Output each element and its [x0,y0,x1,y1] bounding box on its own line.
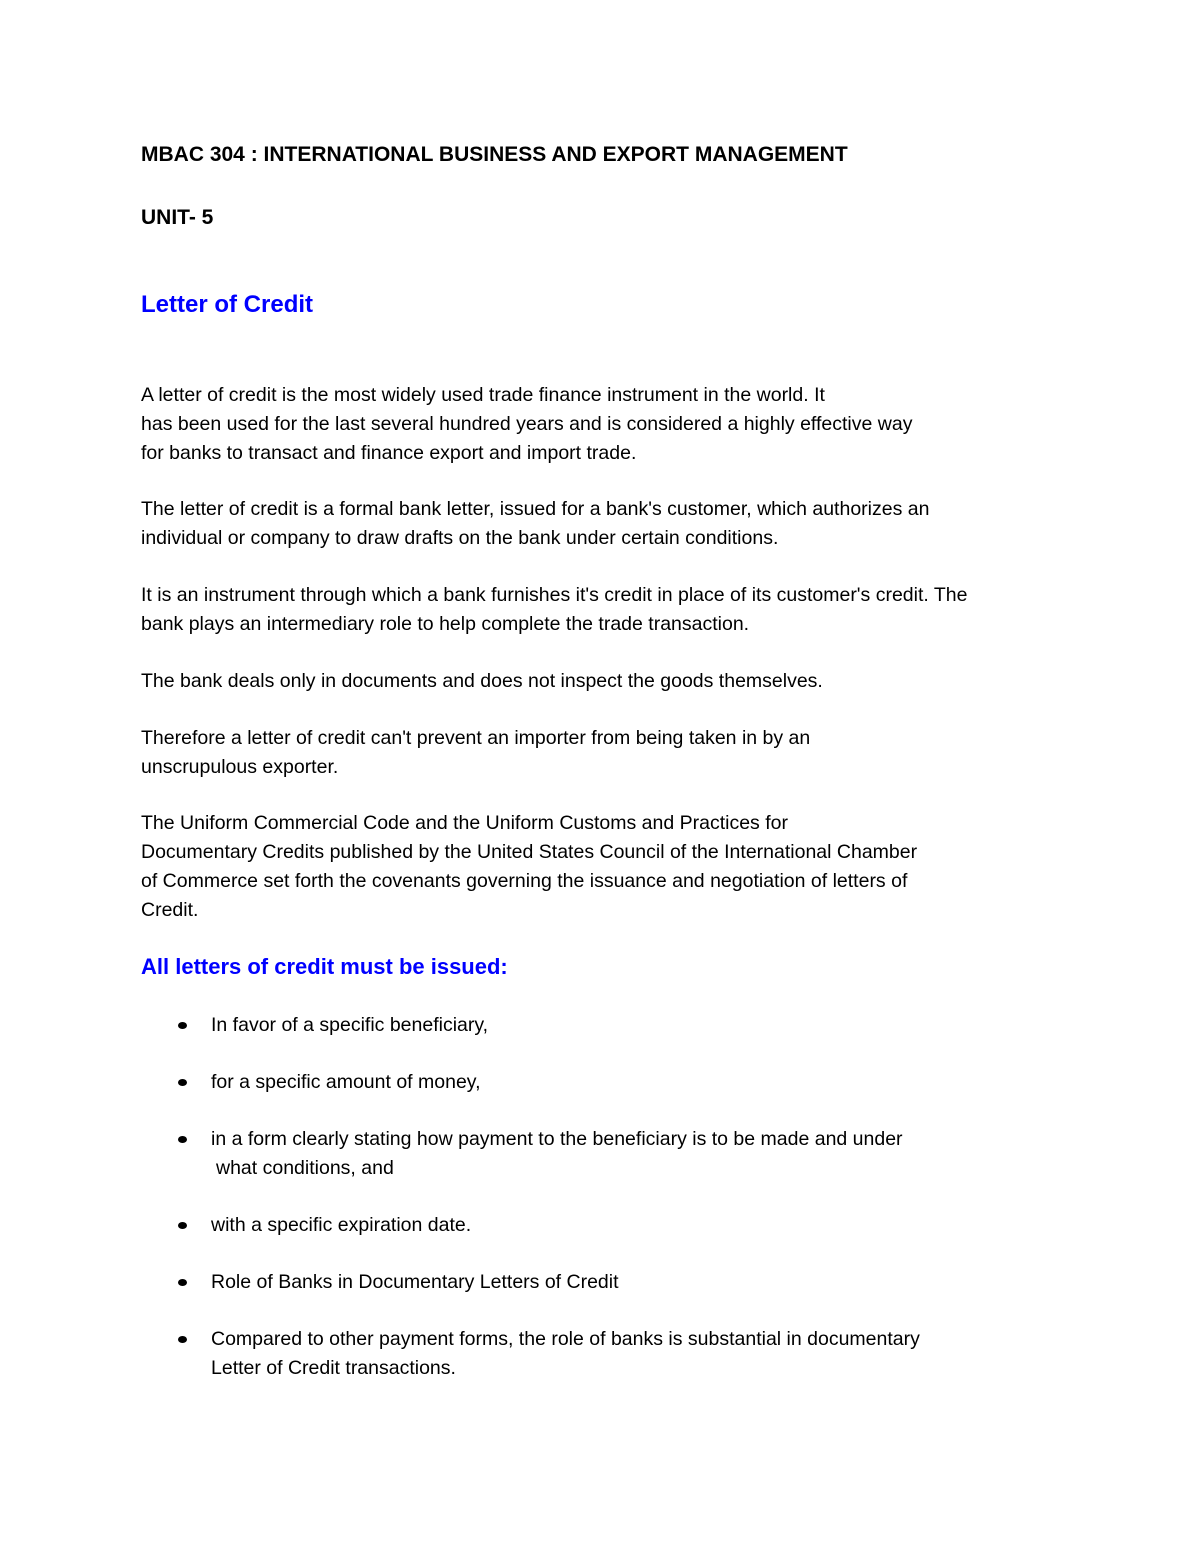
bullet-icon [178,1136,187,1143]
paragraph-line: has been used for the last several hundred years and is considered a highly effective way [141,413,913,435]
list-item-text: Compared to other payment forms, the role of banks is substantial in documentary [211,1328,920,1350]
unit-label: UNIT- 5 [141,206,214,229]
paragraph-line: of Commerce set forth the covenants governing the issuance and negotiation of letters of [141,870,908,892]
list-item-text: for a specific amount of money, [211,1071,481,1093]
paragraph-line: individual or company to draw drafts on the bank under certain conditions. [141,527,779,549]
paragraph-line: The Uniform Commercial Code and the Uniform Customs and Practices for [141,812,788,834]
heading-all-letters: All letters of credit must be issued: [141,954,508,979]
list-item-text: in a form clearly stating how payment to the beneficiary is to be made and under [211,1128,903,1150]
bullet-icon [178,1022,187,1029]
paragraph-definition [141,381,1101,468]
paragraph-line: Documentary Credits published by the United States Council of the International Chamber [141,841,918,863]
paragraph-formal-letter [141,495,1101,553]
paragraph-line: The bank deals only in documents and does not inspect the goods themselves. [141,670,823,692]
bullet-icon [178,1079,187,1086]
list-item-text: with a specific expiration date. [211,1214,472,1236]
paragraph-line: It is an instrument through which a bank furnishes it's credit in place of its customer's credit. The [141,584,968,606]
paragraph-line: The letter of credit is a formal bank letter, issued for a bank's customer, which authorizes an [141,498,930,520]
list-item [141,1068,1101,1097]
paragraph-line: Credit. [141,899,199,921]
list-item [141,1125,1101,1183]
bullet-icon [178,1279,187,1286]
list-item-text: In favor of a specific beneficiary, [211,1014,489,1036]
list-item [141,1211,1101,1240]
list-item-text: Letter of Credit transactions. [211,1357,456,1379]
list-item [141,1268,1101,1297]
list-item-text: what conditions, and [216,1157,394,1179]
requirements-list [141,1011,1101,1411]
paragraph-line: bank plays an intermediary role to help complete the trade transaction. [141,613,750,635]
list-item [141,1325,1101,1383]
bullet-icon [178,1336,187,1343]
document-title: MBAC 304 : INTERNATIONAL BUSINESS AND EXPORT MANAGEMENT [141,143,848,166]
paragraph-documents [141,667,1101,696]
heading-letter-of-credit: Letter of Credit [141,291,314,318]
paragraph-uniform-code [141,809,1101,925]
list-item [141,1011,1101,1040]
list-item-text: Role of Banks in Documentary Letters of Credit [211,1271,619,1293]
paragraph-line: Therefore a letter of credit can't prevent an importer from being taken in by an [141,727,811,749]
paragraph-importer [141,724,1101,782]
paragraph-line: unscrupulous exporter. [141,756,339,778]
paragraph-line: for banks to transact and finance export and import trade. [141,442,637,464]
paragraph-line: A letter of credit is the most widely used trade finance instrument in the world. It [141,384,825,406]
paragraph-instrument [141,581,1101,639]
bullet-icon [178,1222,187,1229]
